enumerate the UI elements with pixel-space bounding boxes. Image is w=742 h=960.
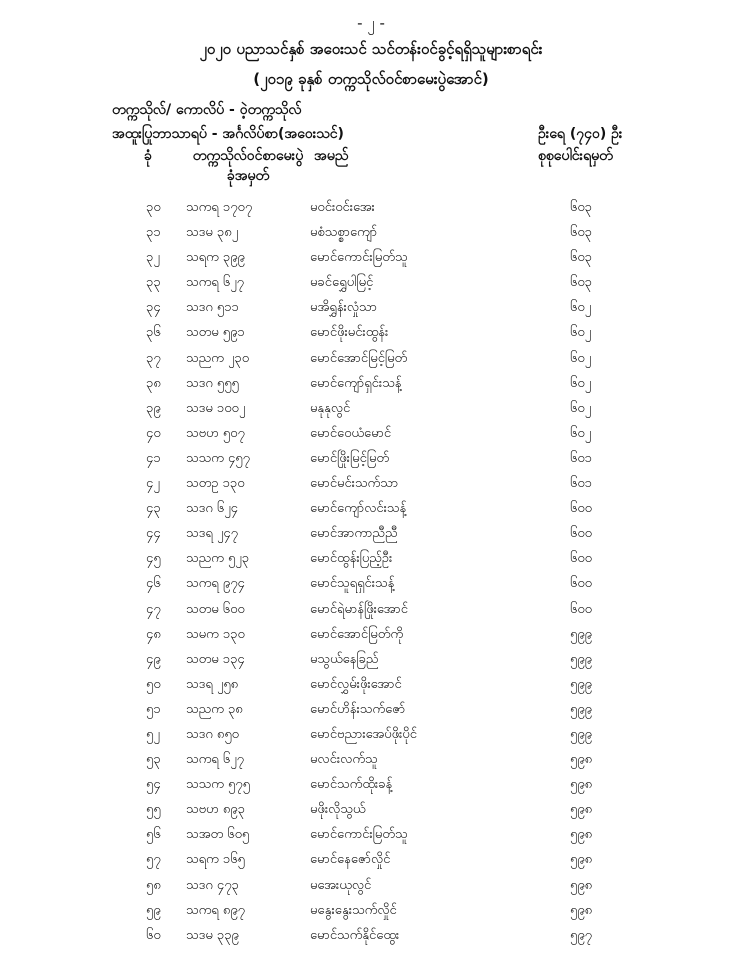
registration-number: သကရ ၆၂၇ <box>186 275 244 291</box>
row-number: ၆၀ <box>146 927 161 943</box>
row-number: ၅၂ <box>146 726 160 742</box>
table-row <box>0 472 742 497</box>
page-number: - ၂ - <box>357 14 385 32</box>
row-number: ၅၀ <box>146 676 161 692</box>
row-number: ၅၆ <box>146 827 161 843</box>
table-row <box>0 924 742 949</box>
student-name: မဝင်းဝင်းအေး <box>310 200 375 215</box>
university-label: တက္ကသိုလ်/ ကောလိပ် - ဝဲ့တက္ကသိုလ် <box>112 102 302 118</box>
total-score: ၅၉၈ <box>570 902 593 918</box>
table-row <box>0 347 742 372</box>
total-score: ၆၀၃ <box>570 275 592 291</box>
student-name: မဖိုးလိုသွယ် <box>310 802 366 818</box>
row-number: ၃၂ <box>146 250 160 266</box>
total-score: ၅၉၉ <box>570 726 592 742</box>
registration-number: သဒမ ၁၀၀၂ <box>186 400 246 416</box>
registration-number: သတမ ၆၀၀ <box>186 601 245 617</box>
registration-number: သဒဂ ၅၅၅ <box>186 375 239 391</box>
table-row <box>0 522 742 547</box>
registration-number: သကရ ၆၂၇ <box>186 752 244 768</box>
row-number: ၅၉ <box>146 902 161 918</box>
row-number: ၃၃ <box>146 275 161 291</box>
table-row <box>0 296 742 321</box>
table-row <box>0 773 742 798</box>
registration-number: သဒမ ၃၈၂ <box>186 225 239 241</box>
registration-number: သတမ ၅၉၁ <box>186 325 245 341</box>
student-name: မောင်ဖိုးမင်းထွန်း <box>310 325 389 341</box>
column-header-no: ခုံ <box>144 148 152 164</box>
student-name: မောင်အာကာညီညီ <box>310 526 398 542</box>
student-name: မောင်သူရရှင်းသန့် <box>310 576 395 592</box>
student-name: မခင်ရွှေပါမြင့် <box>310 275 374 291</box>
student-name: မောင်ကျော်ရှင်းသန့် <box>310 375 402 391</box>
total-score: ၅၉၉ <box>570 701 592 717</box>
row-number: ၃၉ <box>146 400 161 416</box>
table-row <box>0 572 742 597</box>
row-number: ၃၄ <box>146 300 161 316</box>
total-score: ၆၀၂ <box>570 300 592 316</box>
column-header-reg-line2: ခုံအမှတ် <box>226 168 270 184</box>
table-row <box>0 623 742 648</box>
row-number: ၄၃ <box>146 501 161 517</box>
total-score: ၆၀၁ <box>570 476 592 492</box>
table-row <box>0 673 742 698</box>
table-row <box>0 196 742 221</box>
registration-number: သညက ၃၈ <box>186 701 243 717</box>
student-name: မောင်သက်ထိုးခန့် <box>310 777 393 793</box>
registration-number: သကရ ၁၇၀၇ <box>186 200 253 215</box>
results-table <box>0 196 742 949</box>
student-name: မောင်ဖြိုးမြင့်မြတ် <box>310 450 390 466</box>
row-number: ၄၅ <box>146 551 161 567</box>
total-score: ၆၀၀ <box>570 576 592 592</box>
total-score: ၆၀၀ <box>570 526 592 542</box>
registration-number: သဗဟ ၈၉၃ <box>186 802 245 818</box>
registration-number: သညက ၅၂၃ <box>186 551 250 567</box>
total-score: ၅၉၉ <box>570 651 592 667</box>
registration-number: သရက ၁၆၅ <box>186 852 245 868</box>
total-score: ၅၉၈ <box>570 827 593 843</box>
row-number: ၃၈ <box>146 375 161 391</box>
table-row <box>0 246 742 271</box>
registration-number: သဒမ ၃၃၉ <box>186 927 239 943</box>
table-row <box>0 723 742 748</box>
student-name: မောင်မင်းသက်သာ <box>310 476 399 492</box>
table-row <box>0 271 742 296</box>
total-score: ၅၉၈ <box>570 777 593 793</box>
registration-number: သဒရ ၂၄၇ <box>186 526 238 542</box>
row-number: ၅၅ <box>146 802 161 818</box>
student-name: မောင်နေဇော်လှိုင် <box>310 852 391 868</box>
major-label: အထူးပြုဘာသာရပ် - အင်္ဂလိပ်စာ(အဝေးသင်) <box>112 126 344 142</box>
registration-number: သကရ ၈၉၇ <box>186 902 245 918</box>
student-name: မလင်းလက်သူ <box>310 752 378 768</box>
total-score: ၆၀၂ <box>570 325 592 341</box>
total-score: ၆၀၃ <box>570 225 592 241</box>
table-row <box>0 874 742 899</box>
row-number: ၃၆ <box>146 325 161 341</box>
row-number: ၄၈ <box>146 626 161 642</box>
total-score: ၅၉၈ <box>570 802 593 818</box>
registration-number: သဒဂ ၅၁၁ <box>186 300 239 316</box>
table-row <box>0 848 742 873</box>
row-number: ၅၄ <box>146 777 161 793</box>
total-score: ၆၀၀ <box>570 501 592 517</box>
row-number: ၅၃ <box>146 752 161 768</box>
total-score: ၅၉၉ <box>570 676 592 692</box>
column-header-name: အမည် <box>314 148 349 164</box>
row-number: ၄၁ <box>146 450 161 466</box>
table-row <box>0 748 742 773</box>
student-name: မနွေးနွေးသက်လှိုင် <box>310 902 397 918</box>
total-score: ၅၉၈ <box>570 852 593 868</box>
total-score: ၆၀၀ <box>570 601 592 617</box>
table-row <box>0 899 742 924</box>
registration-number: သဒဂ ၈၅၀ <box>186 726 239 742</box>
total-score: ၆၀၂ <box>570 375 592 391</box>
table-row <box>0 372 742 397</box>
table-row <box>0 422 742 447</box>
total-score: ၆၀၃ <box>570 200 592 215</box>
row-number: ၄၄ <box>146 526 161 542</box>
table-row <box>0 648 742 673</box>
row-number: ၄၇ <box>146 601 161 617</box>
student-name: မောင်ဗညားအေပ်ဖိုးပိုင် <box>310 726 417 742</box>
total-count-label: ဦးရေ (၇၄၀) ဦး <box>538 126 623 142</box>
registration-number: သသက ၄၅၇ <box>186 450 250 466</box>
row-number: ၄၀ <box>146 425 161 441</box>
row-number: ၄၆ <box>146 576 161 592</box>
registration-number: သဒရ ၂၅၈ <box>186 676 239 692</box>
registration-number: သဒဂ ၆၂၄ <box>186 501 238 517</box>
total-score: ၆၀၂ <box>570 400 592 416</box>
student-name: မောင်ကောင်းမြတ်သူ <box>310 827 408 843</box>
student-name: မောင်ရဲမာန်ဖြိုးအောင် <box>310 601 408 617</box>
student-name: မောင်အောင်မြင့်မြတ် <box>310 350 408 366</box>
student-name: မောင်ကျော်လင်းသန့် <box>310 501 407 517</box>
total-score: ၅၉၇ <box>570 927 592 943</box>
total-score: ၆၀၁ <box>570 450 592 466</box>
total-score: ၅၉၈ <box>570 877 593 893</box>
student-name: မသွယ်နေခြည် <box>310 651 379 667</box>
registration-number: သညက ၂၃၀ <box>186 350 250 366</box>
total-score: ၆၀၂ <box>570 350 592 366</box>
column-header-score: စုစုပေါင်းရမှတ် <box>538 148 613 164</box>
total-score: ၆၀၂ <box>570 425 592 441</box>
table-row <box>0 321 742 346</box>
table-row <box>0 698 742 723</box>
registration-number: သကရ ၉၇၄ <box>186 576 245 592</box>
row-number: ၅၇ <box>146 852 161 868</box>
table-row <box>0 598 742 623</box>
student-name: မောင်ဟိန်းသက်ဇော် <box>310 701 406 717</box>
row-number: ၄၂ <box>146 476 160 492</box>
row-number: ၄၉ <box>146 651 161 667</box>
student-name: မောင်ကောင်းမြတ်သူ <box>310 250 408 266</box>
student-name: မောင်ထွန်းပြည့်ဦး <box>310 551 393 567</box>
student-name: မောင်သက်နိုင်ထွေး <box>310 927 400 943</box>
student-name: မနုနုလွင် <box>310 400 351 416</box>
table-row <box>0 397 742 422</box>
registration-number: သအတ ၆၀၅ <box>186 827 250 843</box>
registration-number: သဗဟ ၅၀၇ <box>186 425 245 441</box>
table-row <box>0 547 742 572</box>
total-score: ၆၀၃ <box>570 250 592 266</box>
table-row <box>0 798 742 823</box>
registration-number: သရက ၃၉၉ <box>186 250 245 266</box>
row-number: ၅၈ <box>146 877 161 893</box>
registration-number: သသက ၅၇၅ <box>186 777 250 793</box>
row-number: ၃၁ <box>146 225 161 241</box>
registration-number: သဒဂ ၄၇၃ <box>186 877 239 893</box>
student-name: မောင်အောင်မြတ်ကို <box>310 626 404 642</box>
document-title: ၂၀၂၀ ပညာသင်နှစ် အဝေးသင် သင်တန်းဝင်ခွင့်ရရှိသူများစာရင်း <box>199 40 543 58</box>
total-score: ၅၉၉ <box>570 626 592 642</box>
student-name: မောင်လွှမ်းဖိုးအောင် <box>310 676 402 692</box>
row-number: ၅၁ <box>146 701 161 717</box>
student-name: မစံသစ္စာကျော် <box>310 225 378 241</box>
student-name: မအေးယုလွင် <box>310 877 372 893</box>
total-score: ၅၉၈ <box>570 752 593 768</box>
column-header-reg-line1: တက္ကသိုလ်ဝင်စာမေးပွဲ <box>192 148 304 164</box>
registration-number: သတမ ၁၃၄ <box>186 651 245 667</box>
table-row <box>0 823 742 848</box>
document-subtitle: (၂၀၁၉ ခုနှစ် တက္ကသိုလ်ဝင်စာမေးပွဲအောင်) <box>253 70 489 88</box>
registration-number: သမက ၁၃၀ <box>186 626 245 642</box>
row-number: ၃၇ <box>146 350 161 366</box>
table-row <box>0 497 742 522</box>
student-name: မောင်ဝေယံမောင် <box>310 425 392 441</box>
table-row <box>0 221 742 246</box>
row-number: ၃၀ <box>146 200 161 215</box>
total-score: ၆၀၀ <box>570 551 592 567</box>
registration-number: သတဥ ၁၃၀ <box>186 476 245 492</box>
student-name: မအိရွှန်းလှုံသာ <box>310 300 377 316</box>
table-row <box>0 447 742 472</box>
